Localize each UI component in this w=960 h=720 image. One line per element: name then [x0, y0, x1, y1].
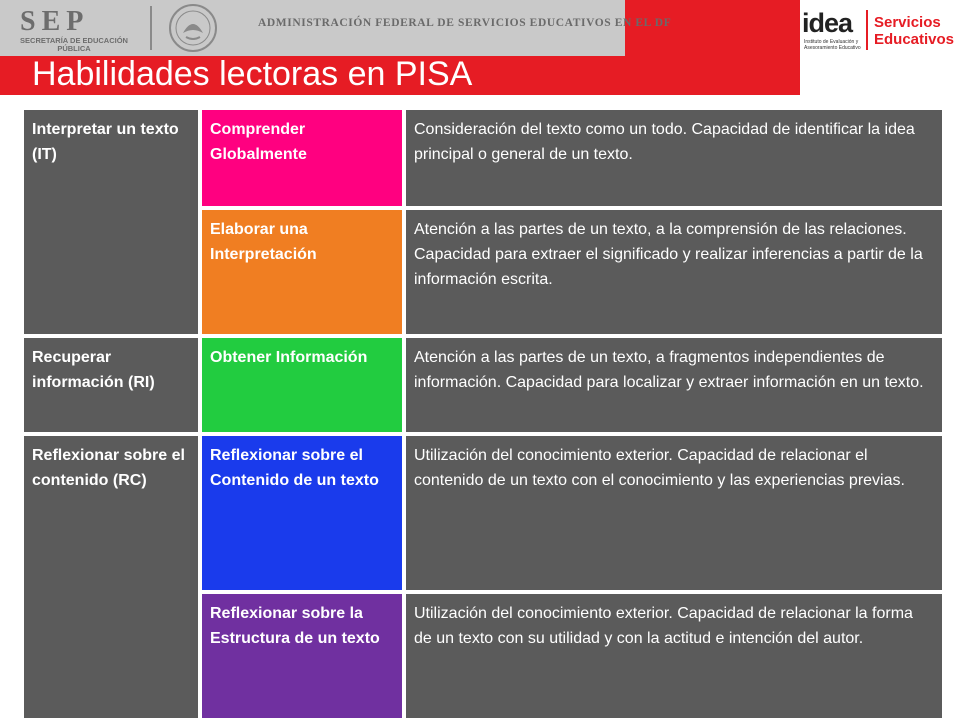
- category-cell-rc: [22, 434, 200, 720]
- skill-label: Elaborar una Interpretación: [210, 221, 317, 263]
- category-label: Interpretar un texto (IT): [32, 121, 179, 163]
- skill-description: Atención a las partes de un texto, a la comprensión de las relaciones. Capacidad para extraer el significado y realizar inferencias a partir de la información escrita.: [414, 221, 923, 288]
- idea-logo-subtitle: Instituto de Evaluación y Asesoramiento Educativo: [804, 39, 861, 51]
- mexican-seal-icon: [168, 3, 218, 53]
- skill-label: Reflexionar sobre la Estructura de un texto: [210, 605, 380, 647]
- description-cell: [404, 592, 944, 720]
- description-cell: [404, 208, 944, 336]
- skill-description: Atención a las partes de un texto, a fragmentos independientes de información. Capacidad para localizar y extraer información en un texto.: [414, 349, 924, 391]
- logo-separator: [866, 10, 868, 50]
- sep-logo-word: SEP: [20, 6, 90, 37]
- skill-description: Utilización del conocimiento exterior. Capacidad de relacionar la forma de un texto con su utilidad y con la actitud e intención del autor.: [414, 605, 913, 647]
- skill-label: Obtener Información: [210, 349, 368, 366]
- servicios-label: Servicios: [874, 14, 941, 31]
- servicios-educativos-label: [874, 14, 954, 48]
- description-cell: [404, 336, 944, 434]
- educativos-label: Educativos: [874, 31, 955, 48]
- skill-description: Consideración del texto como un todo. Capacidad de identificar la idea principal o general de un texto.: [414, 121, 915, 163]
- category-cell-it: [22, 108, 200, 336]
- skill-cell-comprender: [200, 108, 404, 208]
- sep-divider: [150, 6, 152, 50]
- skill-label: Comprender Globalmente: [210, 121, 307, 163]
- skill-cell-reflexionar-estructura: [200, 592, 404, 720]
- description-cell: [404, 108, 944, 208]
- skill-cell-obtener: [200, 336, 404, 434]
- skill-cell-elaborar: [200, 208, 404, 336]
- admin-federal-text: ADMINISTRACIÓN FEDERAL DE SERVICIOS EDUCATIVOS EN EL DF: [258, 17, 672, 29]
- skill-cell-reflexionar-contenido: [200, 434, 404, 592]
- idea-logo: [802, 8, 866, 58]
- sep-logo-subtitle: SECRETARÍA DE EDUCACIÓN PÚBLICA: [20, 36, 128, 53]
- category-cell-ri: [22, 336, 200, 434]
- category-label: Reflexionar sobre el contenido (RC): [32, 447, 185, 489]
- description-cell: [404, 434, 944, 592]
- skill-description: Utilización del conocimiento exterior. Capacidad de relacionar el contenido de un texto con el conocimiento y las experiencias previas.: [414, 447, 905, 489]
- sep-logo: [10, 6, 138, 52]
- page-title: Habilidades lectoras en PISA: [32, 55, 473, 93]
- idea-logo-word: idea: [802, 8, 853, 38]
- sep-banner: [0, 0, 672, 56]
- skill-label: Reflexionar sobre el Contenido de un texto: [210, 447, 379, 489]
- category-label: Recuperar información (RI): [32, 349, 155, 391]
